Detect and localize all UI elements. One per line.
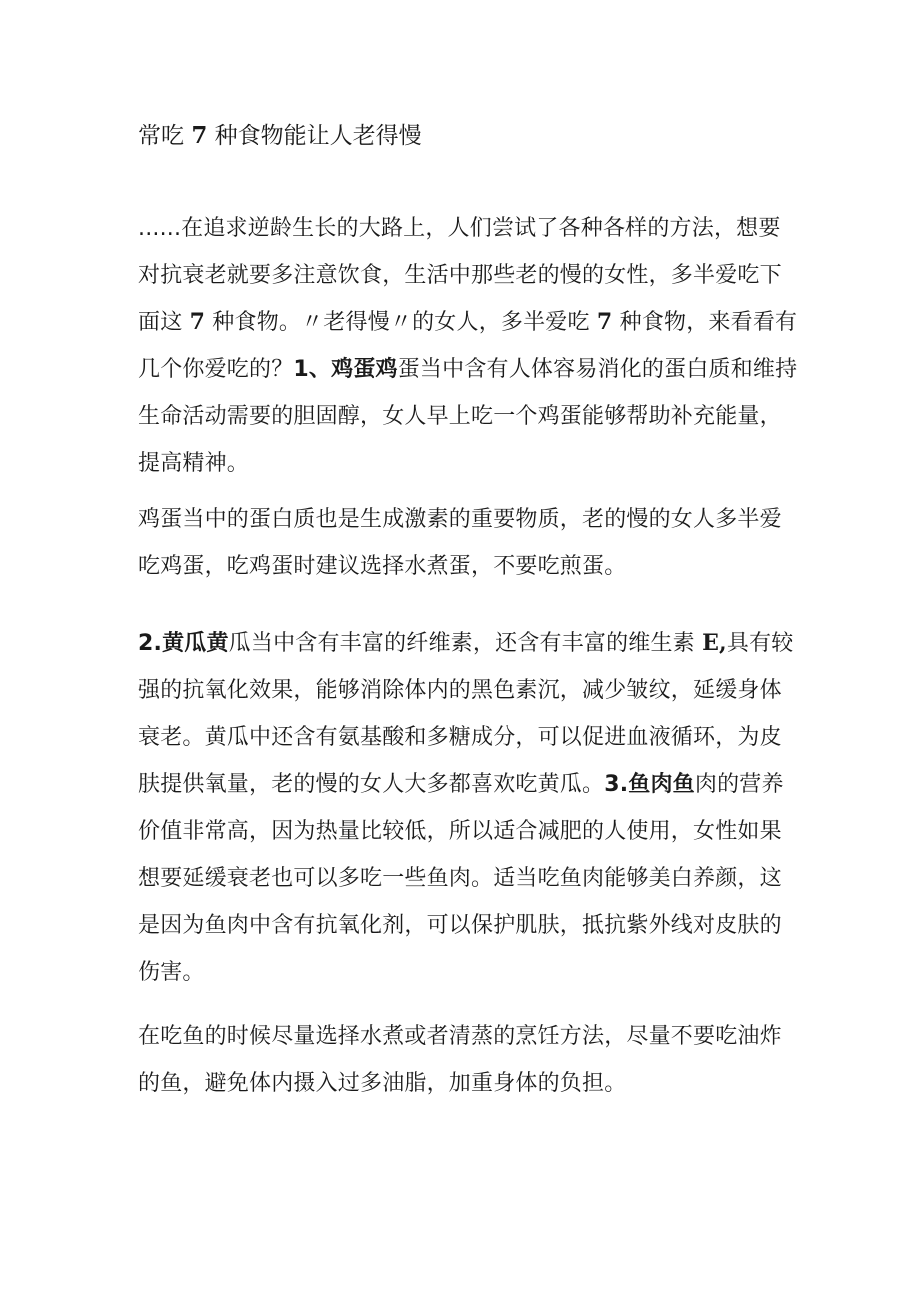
- item2-heading: 2.黄瓜黄: [138, 631, 229, 656]
- item1-heading: 1、鸡蛋鸡: [293, 357, 398, 382]
- item2-vitamin: E,: [702, 630, 727, 656]
- intro-text-c: 种食物，来看看有几个你爱吃的？: [138, 310, 798, 382]
- fish-paragraph: 在吃鱼的时候尽量选择水煮或者清蒸的烹饪方法，尽量不要吃油炸的鱼，避免体内摄入过多油脂，加重身体的负担。: [138, 1024, 782, 1096]
- cucumber-fish-paragraph: [138, 620, 798, 996]
- title-prefix: 常吃: [138, 123, 192, 149]
- item2-body-a: 瓜当中含有丰富的纤维素，还含有丰富的维生素: [228, 631, 703, 656]
- title-suffix: 种食物能让人老得慢: [207, 123, 422, 149]
- item2-body-b: 具有较强的抗氧化效果，能够消除体内的黑色素沉，减少皱纹，延缓身体衰老。黄瓜中还含有氨基酸和多糖成分，可以促进血液循环，为皮肤提供氧量，老的慢的女人大多都喜欢吃黄瓜。: [138, 631, 794, 797]
- page-title: [138, 118, 422, 154]
- egg-paragraph: 鸡蛋当中的蛋白质也是生成激素的重要物质，老的慢的女人多半爱吃鸡蛋，吃鸡蛋时建议选择水煮蛋，不要吃煎蛋。: [138, 507, 782, 579]
- intro-number-b: 7: [596, 309, 613, 335]
- intro-text-b: 种食物。〃老得慢〃的女人，多半爱吃: [205, 310, 597, 335]
- item1-body: 蛋当中含有人体容易消化的蛋白质和维持生命活动需要的胆固醇，女人早上吃一个鸡蛋能够帮助补充能量，提高精神。: [138, 357, 798, 476]
- intro-number-a: 7: [189, 309, 206, 335]
- intro-text-a: ......在追求逆龄生长的大路上，人们尝试了各种各样的方法，想要对抗衰老就要多注意饮食，生活中那些老的慢的女性，多半爱吃下面这: [138, 216, 782, 335]
- title-number: 7: [191, 122, 208, 149]
- intro-paragraph: [138, 205, 798, 487]
- item3-heading: 3.鱼肉鱼: [604, 772, 695, 797]
- item3-body: 肉的营养价值非常高，因为热量比较低，所以适合减肥的人使用，女性如果想要延缓衰老也可以多吃一些鱼肉。适当吃鱼肉能够美白养颜，这是因为鱼肉中含有抗氧化剂，可以保护肌肤，抵抗紫外线对皮肤的伤害。: [138, 772, 784, 985]
